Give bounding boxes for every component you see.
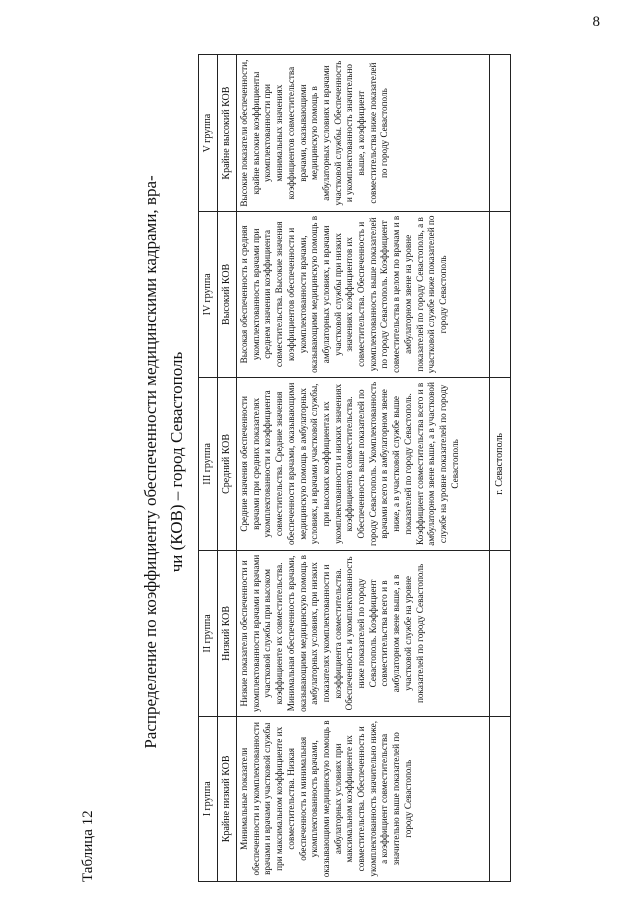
group-header-2: II группа xyxy=(199,551,218,716)
table-title-line-1: Распределение по коэффициенту обеспеченности медицинскими кадрами, вра- xyxy=(141,175,160,749)
level-header-row xyxy=(218,55,237,882)
footer-cell-5 xyxy=(490,55,511,212)
description-cell-5: Высокие показатели обеспеченности, крайне высокие коэффициенты укомплектованности при минимальных значениях коэффициентов совместительства врачами, оказывающими медицинскую помощь в амбулаторных условиях и врачами участковой службы. Обеспеченность и укомплектованность значительно выше, а коэффициент совместительства ниже показателей по городу Севастополь xyxy=(237,55,490,212)
description-row xyxy=(237,55,490,882)
group-header-row xyxy=(199,55,218,882)
level-header-4: Высокий КОВ xyxy=(218,212,237,377)
level-header-2: Низкий КОВ xyxy=(218,551,237,716)
level-header-1: Крайне низкий КОВ xyxy=(218,716,237,881)
group-header-1: I группа xyxy=(199,716,218,881)
footer-cell-city: г. Севастополь xyxy=(490,377,511,551)
table-title xyxy=(138,82,190,842)
description-cell-2: Низкие показатели обеспеченности и укомплектованности врачами и врачами участковой службы при высоком коэффициенте их совместительства. Минимальная обеспеченность врачами, оказывающими медицинскую помощь в амбулаторных условиях, при низких показателях укомплектованности и коэффициента совместительства. Обеспеченность и укомплектованность ниже показателей по городу Севастополь. Коэффициент совместительства всего и в амбулаторном звене выше, а в участковой службе на уровне показателей по городу Севастополь xyxy=(237,551,490,716)
group-header-4: IV группа xyxy=(199,212,218,377)
description-cell-3: Средние значения обеспеченности врачами при средних показателях укомплектованности и коэффициента совместительства. Средние значения обеспеченности врачами, оказывающими медицинскую помощь в амбулаторных условиях, и врачами участковой службы, при высоких коэффициентах их укомплектованности и низких значениях коэффициентов совместительства. Обеспеченность выше показателей по городу Севастополь. Укомплектованность врачами всего и в амбулаторном звене ниже, а в участковой службе выше показателей по городу Севастополь. Коэффициент совместительства всего и в амбулаторном звене выше, а в участковой службе на уровне показателей по городу Севастополь xyxy=(237,377,490,551)
footer-cell-2 xyxy=(490,551,511,716)
footer-cell-1 xyxy=(490,716,511,881)
table-title-line-2: чи (КОВ) – город Севастополь xyxy=(167,351,186,573)
rotated-page-content xyxy=(80,52,570,882)
distribution-table xyxy=(198,54,511,882)
level-header-5: Крайне высокий КОВ xyxy=(218,55,237,212)
footer-row xyxy=(490,55,511,882)
description-cell-1: Минимальные показатели обеспеченности и укомплектованности врачами и врачами участковой службы при максимальном коэффициенте их совместительства. Низкая обеспеченность и минимальная укомплектованность врачами, оказывающими медицинскую помощь в амбулаторных условиях при максимальном коэффициенте их совместительства. Обеспеченность и укомплектованность значительно ниже, а коэффициент совместительства значительно выше показателей по городу Севастополь xyxy=(237,716,490,881)
page-number: 8 xyxy=(592,14,600,30)
description-cell-4: Высокая обеспеченность и средняя укомплектованность врачами при среднем значении коэффициента совместительства. Высокие значения коэффициентов обеспеченности и укомплектованности врачами, оказывающими медицинскую помощь в амбулаторных условиях, и врачами участковой службы при низких значениях коэффициентов их совместительства. Обеспеченность и укомплектованность выше показателей по городу Севастополь. Коэффициент совместительства в целом по врачам и в амбулаторном звене на уровне показателей по городу Севастополь, а в участковой службе ниже показателей по городу Севастополь xyxy=(237,212,490,377)
footer-cell-4 xyxy=(490,212,511,377)
level-header-3: Средний КОВ xyxy=(218,377,237,551)
table-caption: Таблица 12 xyxy=(80,810,96,882)
group-header-3: III группа xyxy=(199,377,218,551)
group-header-5: V группа xyxy=(199,55,218,212)
